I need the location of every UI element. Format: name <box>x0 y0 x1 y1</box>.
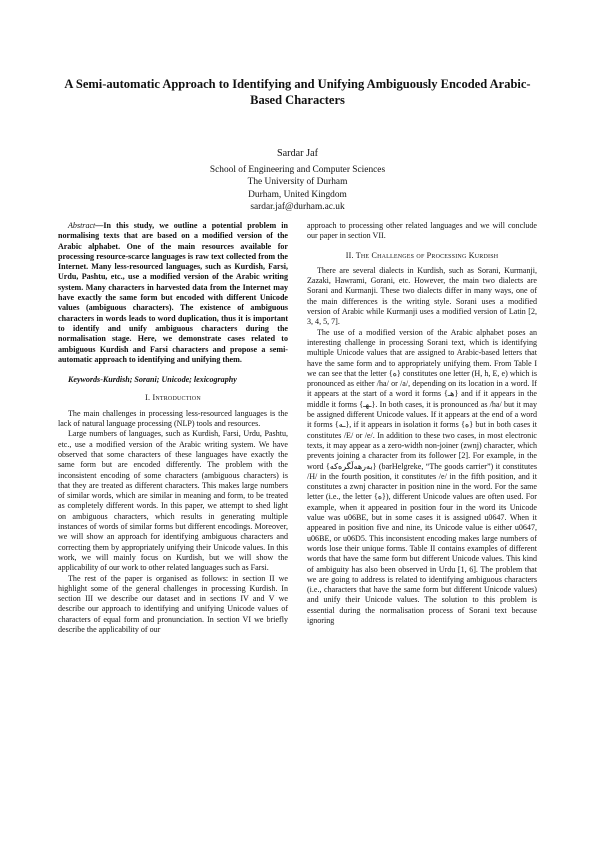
paper-title: A Semi-automatic Approach to Identifying and Unifying Ambiguously Encoded Arabic-Based Characters <box>64 77 531 107</box>
challenges-paragraph: There are several dialects in Kurdish, such as Sorani, Kurmanji, Zazaki, Hawrami, Gorani, etc. However, the main two dialects are Sorani and Kurmanji. These two dialects differ in many ways, one of the main differences is the writing style. Sorani uses a modified version of Arabic while Kurmanji uses a modified version of Latin [2, 3, 4, 5, 7]. <box>307 265 537 327</box>
affiliation-line: The University of Durham <box>247 177 348 188</box>
challenges-paragraph: The use of a modified version of the Arabic alphabet poses an interesting challenge in processing Sorani text, which is identifying multiple Unicode values that are assigned to Arabic-based letters that have the same form and to appropriately unifying them. From Table I we can see that the letter {ه} constitutes one letter (H, h, E, e) which is pronounced as either /ha/ or /a/, depending on its location in a word. If it appears at the start of a word it forms {هـ} and if it appears in the middle it forms {ـهـ}. In both cases, it is pronounced as /ha/ but it may be assigned different Unicode values. If it appears at the end of a word it forms {ـه}, if it appears in isolation it forms {ه} but in both cases it constitutes /E/ or /e/. In addition to these two cases, in most electronic texts, it may appear as a zero-width non-joiner (zwnj) character, which prevents joining a character from its follower [2]. For example, in the word {بەرهەڵگرەکە} (barHelgreke, “The goods carrier”) it constitutes /H/ in the fourth position, it constitutes /e/ in the fifth position, and it constitutes a zwnj character in position nine in the word. For the same letter (i.e., the letter {ه}), different Unicode values are often used. For example, when it appeared in position four in the word its Unicode value was u06BE, but in some cases it is assigned u0647. When it appeared in position five and nine, its Unicode value is either u0647, u06BE, or u06D5. This inconsistent encoding makes large numbers of words lose their unique forms. Table II contains examples of different words that have the same form but different Unicode values. This kind of ambiguity has also been observed in Urdu [1, 6]. The problem that we are going to address is related to identifying ambiguous characters (i.e., characters that have the same form but different Unicode values) and unify their Unicode values. The solution to this problem is essential during the normalisation process of Sorani text because ignoring <box>307 327 537 625</box>
section-heading-challenges: II. The Challenges of Processing Kurdish <box>345 250 499 260</box>
intro-paragraph: Large numbers of languages, such as Kurdish, Farsi, Urdu, Pashtu, etc., use a modified version of the Arabic writing system. We have observed that some characters of these languages have exactly the same form but are encoded differently. The problem with the inconsistent encoding of some characters (ambiguous characters) is that they are treated as different characters. This makes large numbers of similar words, which are similar in meaning and form, to be treated as completely different words. In this paper, we attempt to shed light on ambiguous characters, which results in generating multiple instances of words of similar forms but different encodings. Moreover, we will show an approach for identifying ambiguous characters and correcting them by appropriately unifying their Unicode values. In this work, we will mainly focus on Kurdish, but we will show the applicability of our work to other related languages such as Farsi. <box>58 429 288 573</box>
intro-paragraph-continued: approach to processing other related languages and we will conclude our paper in section VII. <box>307 221 537 241</box>
author-email: sardar.jaf@durham.ac.uk <box>250 201 345 212</box>
author-name: Sardar Jaf <box>276 148 318 159</box>
abstract-text: —In this study, we outline a potential problem in normalising texts that are based on a modified version of the Arabic alphabet. One of the main resources available for processing resource-scarce languages is raw text collected from the Internet. Many less-resourced languages, such as Kurdish, Farsi, Urdu, Pashtu, etc., use a modified version of the Arabic writing system. Many characters in harvested data from the Internet may have exactly the same form but encoded with different Unicode values (ambiguous characters). The existence of ambiguous characters in words leads to word duplication, thus it is important to identify and unify ambiguous characters during the normalisation stage. Here, we demonstrate cases related to ambiguous Kurdish and Farsi characters and propose a semi-automatic approach to identifying and unifying them. <box>58 221 288 364</box>
right-column <box>307 221 537 626</box>
affiliation-line: Durham, United Kingdom <box>248 189 347 200</box>
abstract-lead: Abstract <box>68 221 96 230</box>
intro-paragraph: The rest of the paper is organised as follows: in section II we highlight some of the general challenges in processing Kurdish. In section III we describe our dataset and in sections IV and V we describe our approach to identifying and unifying Unicode values of characters of equal form and pronunciation. In section VI we briefly describe the applicability of our <box>58 573 288 634</box>
section-heading-introduction: I. Introduction <box>145 393 201 403</box>
keywords: Keywords-Kurdish; Sorani; Unicode; lexicography <box>68 375 237 385</box>
left-column <box>58 221 288 635</box>
author-block <box>150 148 445 213</box>
intro-paragraph: The main challenges in processing less-resourced languages is the lack of natural language processing (NLP) tools and resources. <box>58 408 288 429</box>
abstract <box>58 221 288 365</box>
affiliation-line: School of Engineering and Computer Sciences <box>209 165 386 176</box>
